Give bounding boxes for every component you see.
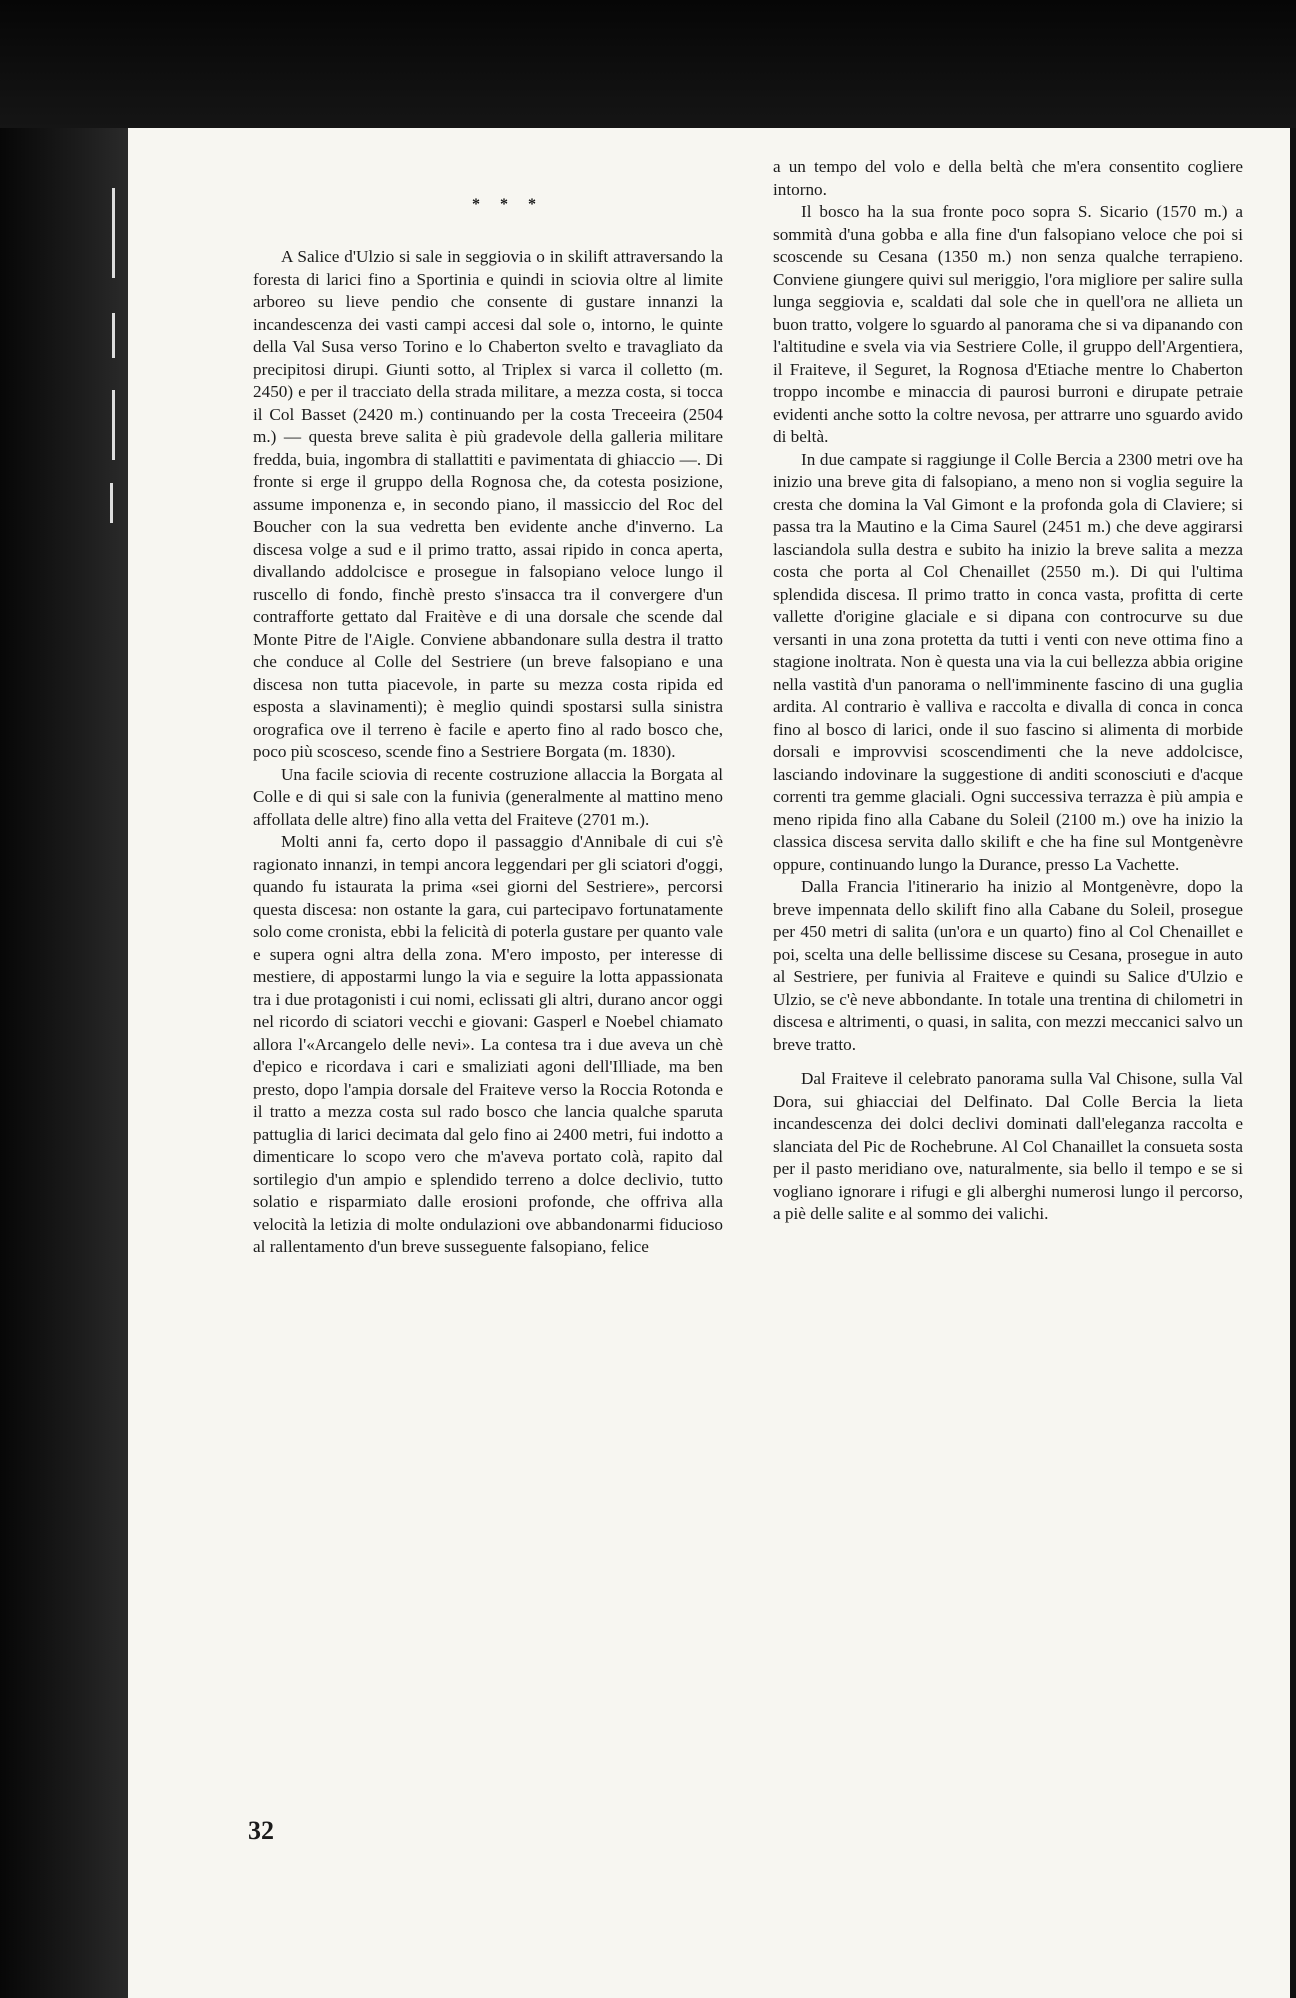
paragraph: Molti anni fa, certo dopo il passaggio d'Annibale di cui s'è ragionato innanzi, in tempi ancora leggendari per gli sciatori d'oggi, quando fu istaurata la prima «sei giorni del Sestriere», percorsi questa discesa: non ostante la gara, cui partecipavo fortunatamente solo come cronista, ebbi la felicità di poterla gustare per quanto vale e supera ogni altra della zona. M'ero imposto, per interesse di mestiere, di appostarmi lungo la via e seguire la lotta appassionata tra i due protagonisti i cui nomi, eclissati gli altri, durano ancor oggi nel ricordo di sciatori vecchi e giovani: Gasperl e Noebel chiamato allora l'«Arcangelo delle nevi». La contesa tra i due aveva un chè d'epico e ricordava i cari e smaliziati agoni dell'Illiade, ma ben presto, dopo l'ampia dorsale del Fraiteve verso la Roccia Rotonda e il tratto a mezza costa sul rado bosco che lancia qualche sparuta pattuglia di larici decimata dal gelo fino ai 2400 metri, fui indotto a dimenticare lo scopo vero che m'aveva portato colà, rapito dal sortilegio d'un ampio e splendido terreno a dolce declivio, tutto solatio e risparmiato dalle erosioni profonde, che offriva alla velocità la letizia di molte ondulazioni ove abbandonarmi fiducioso al rallentamento d'un breve susseguente falsopiano, felice [253,832,723,1256]
paragraph: Il bosco ha la sua fronte poco sopra S. Sicario (1570 m.) a sommità d'una gobba e alla fine d'un falsopiano veloce che poi si scoscende su Cesana (1350 m.) non senza qualche terrapieno. Conviene giungere quivi sul meriggio, l'ora migliore per salire sulla lunga seggiovia e, scaldati dal sole che in quell'ora ne allieta un buon tratto, volgere lo sguardo al panorama che si va dipanando con l'altitudine e svela via via Sestriere Colle, il gruppo dell'Argentiera, il Fraiteve, il Seguret, la Rognosa d'Etiache mentre lo Chaberton troppo incombe e minaccia di paurosi burroni e dirupate petraie evidenti anche sotto la coltre nevosa, per attrarre uno sguardo avido di beltà. [773,202,1243,446]
scan-edge-mark [110,483,113,523]
scan-top-border [0,0,1296,128]
paragraph: In due campate si raggiunge il Colle Bercia a 2300 metri ove ha inizio una breve gita di falsopiano, a meno non si voglia seguire la cresta che domina la Val Gimont e la profonda gola di Claviere; si passa tra la Mautino e la Cima Saurel (2451 m.) che deve aggirarsi lasciandola sulla destra e subito ha inizio la breve salita a mezza costa che porta al Col Chenaillet (2550 m.). Di qui l'ultima splendida discesa. Il primo tratto in conca vasta, profitta di certe vallette d'origine glaciale e si dipana con controcurve su due versanti in una zona protetta da tutti i venti con neve ottima fino a stagione inoltrata. Non è questa una via la cui bellezza abbia origine nella vastità d'un panorama o nell'imminente fascino di una guglia ardita. Al contrario è valliva e raccolta e divalla di conca in conca fino al bosco di larici, onde il suo fascino si alimenta di morbide dorsali e improvvisi scoscendimenti che la neve addolcisce, lasciando indovinare la suggestione di anditi sconosciuti e d'acque correnti tra gemme glaciali. Ogni successiva terrazza è più ampia e meno ripida fino alla Cabane du Soleil (2100 m.) ove ha inizio la classica discesa servita dallo skilift e che ha fine sul Montgenèvre oppure, continuando lungo la Durance, presso La Vachette. [773,449,1243,874]
scan-edge-mark [112,390,115,460]
section-separator: * * * [472,196,544,213]
right-column [773,156,1243,1226]
paragraph: Dal Fraiteve il celebrato panorama sulla Val Chisone, sulla Val Dora, sui ghiacciai del Delfinato. Dal Colle Bercia la lieta incandescenza dei dolci declivi dominati dall'eleganza raccolta e slanciata del Pic de Rochebrune. Al Col Chanaillet la consueta sosta per il pasto meridiano ove, naturalmente, sia bello il tempo e se si vogliano ignorare i rifugi e gli alberghi numerosi lungo il percorso, a piè delle salite e al sommo dei valichi. [773,1069,1243,1223]
scan-edge-mark [112,313,115,358]
book-page [128,128,1290,1998]
scan-left-border [0,128,128,1998]
paragraph: A Salice d'Ulzio si sale in seggiovia o in skilift attraversando la foresta di larici fino a Sportinia e quindi in sciovia oltre al limite arboreo su lieve pendio che consente di gustare innanzi la incandescenza dei vasti campi accesi dal sole o, intorno, le quinte della Val Susa verso Torino e lo Chaberton svelto e travagliato da precipitosi dirupi. Giunti sotto, al Triplex si varca il colletto (m. 2450) e per il tracciato della strada militare, a mezza costa, si tocca il Col Basset (2420 m.) continuando per la costa Treceeira (2504 m.) — questa breve salita è più gradevole della galleria militare fredda, buia, ingombra di stallattiti e pavimentata di ghiaccio —. Di fronte si erge il gruppo della Rognosa che, da cotesta posizione, assume imponenza e, in secondo piano, il massiccio del Roc del Boucher con la sua vedretta ben evidente anche d'inverno. La discesa volge a sud e il primo tratto, assai ripido in conca aperta, divallando addolcisce e prosegue in falsopiano veloce lungo il ruscello di fondo, finchè presto s'insacca tra il convergere d'un contrafforte gettato dal Fraitève e di una dorsale che scende dal Monte Pitre de l'Aigle. Conviene abbandonare sulla destra il tratto che conduce al Colle del Sestriere (un breve falsopiano e una discesa non tutta piacevole, in parte su mezza costa ripida ed esposta a slavinamenti); è meglio quindi spostarsi sulla sinistra orografica ove il terreno è facile e aperto fino al rado bosco che, poco più scosceso, scende fino a Sestriere Borgata (m. 1830). [253,247,723,761]
paragraph: Una facile sciovia di recente costruzione allaccia la Borgata al Colle e di qui si sale con la funivia (generalmente al mattino meno affollata delle altre) fino alla vetta del Fraiteve (2701 m.). [253,764,723,829]
page-number: 32 [248,1816,274,1845]
scan-edge-mark [112,188,115,278]
scan-right-border [1290,128,1296,1998]
paragraph: a un tempo del volo e della beltà che m'era consentito cogliere intorno. [773,157,1243,199]
left-column [253,246,723,1259]
paragraph: Dalla Francia l'itinerario ha inizio al Montgenèvre, dopo la breve impennata dello skilift fino alla Cabane du Soleil, prosegue per 450 metri di salita (un'ora e un quarto) fino al Col Chenaillet e poi, scelta una delle bellissime discese su Cesana, prosegue in auto al Sestriere, per funivia al Fraiteve e quindi su Salice d'Ulzio e Ulzio, se c'è neve abbondante. In totale una trentina di chilometri in discesa e altrimenti, o quasi, in salita, con mezzi meccanici salvo un breve tratto. [773,877,1243,1054]
